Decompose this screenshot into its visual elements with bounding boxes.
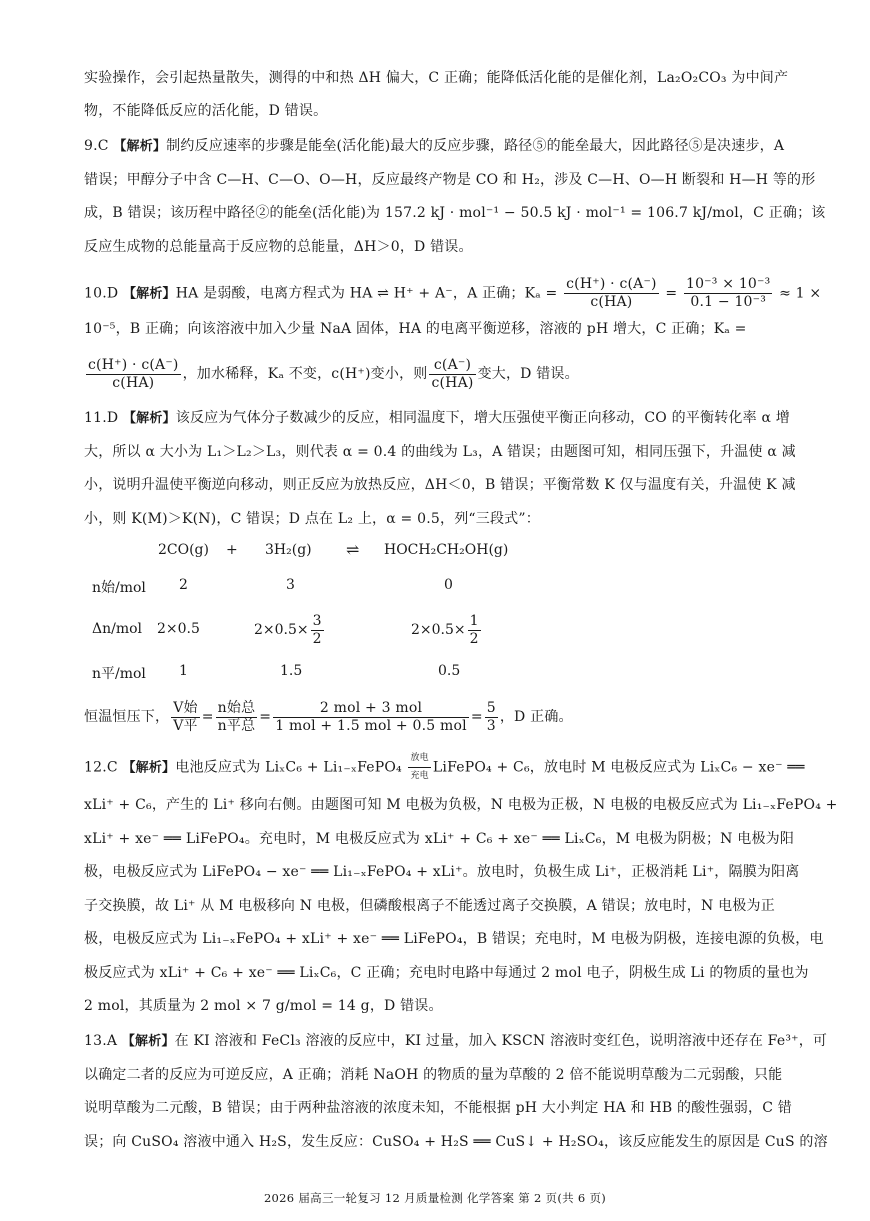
row-label-initial: n始/mol xyxy=(92,580,146,596)
text-line: 10⁻⁵，B 正确；向该溶液中加入少量 NaA 固体，HA 的电离平衡逆移，溶液的 pH 增大，C 正确；Kₐ = xyxy=(84,321,747,337)
fraction: $\frac{\text{2 mol + 3 mol}}{\text{1 mol + 1.5 mol + 0.5 mol}}$ xyxy=(275,699,467,734)
question-13-line: 13.A 【解析】在 KI 溶液和 FeCl₃ 溶液的反应中，KI 过量，加入 KSCN 溶液时变红色，说明溶液中还存在 Fe³⁺，可 xyxy=(84,1033,828,1049)
product: HOCH₂CH₂OH(g) xyxy=(384,542,509,558)
text-line: xLi⁺ + xe⁻ ══ LiFePO₄。充电时，M 电极反应式为 xLi⁺ + C₆ + xe⁻ ══ LiₓC₆，M 电极为阴极；N 电极为阳 xyxy=(84,831,795,847)
fraction: $\frac{3}{2}$ xyxy=(312,612,322,647)
analysis-tag: 【解析】 xyxy=(122,411,176,426)
fraction: $\frac{1}{2}$ xyxy=(469,612,479,647)
page-footer: 2026 届高三一轮复习 12 月质量检测 化学答案 第 2 页(共 6 页) xyxy=(263,1191,607,1205)
text-line: 成，B 错误；该历程中路径②的能垒(活化能)为 157.2 kJ · mol⁻¹ − 50.5 kJ · mol⁻¹ = 106.7 kJ/mol，C 正确；该 xyxy=(84,205,826,221)
table-cell: 1.5 xyxy=(280,663,303,679)
fraction: $\frac{\text{10⁻³ × 10⁻³}}{\text{0.1 − 10⁻³}}$ xyxy=(685,276,771,310)
table-cell: 2×0.5 xyxy=(157,621,200,637)
text-line: 小，说明升温使平衡逆向移动，则正反应为放热反应，ΔH＜0，B 错误；平衡常数 K 仅与温度有关，升温使 K 减 xyxy=(84,477,796,493)
analysis-tag: 【解析】 xyxy=(122,760,176,776)
question-number: 9.C xyxy=(84,138,109,154)
question-number: 11.D xyxy=(84,410,119,426)
table-cell: 2 xyxy=(179,577,188,593)
text-line: 反应生成物的总能量高于反应物的总能量，ΔH＞0，D 错误。 xyxy=(84,239,473,255)
question-number: 13.A xyxy=(84,1033,118,1049)
table-cell: 2×0.5× $\frac{1}{2}$ xyxy=(411,612,479,647)
reaction-arrow: $\frac{\text{放电}}{\text{充电}}$ xyxy=(408,750,430,785)
fraction: $\frac{c(H^+) \cdot c(A^-)}{c(HA)}$ xyxy=(566,276,657,310)
fraction: $\frac{c(H^+) \cdot c(A^-)}{c(HA)}$ xyxy=(88,356,179,391)
fraction: $\frac{5}{3}$ xyxy=(486,699,496,734)
question-11-line: 11.D 【解析】该反应为气体分子数减少的反应，相同温度下，增大压强使平衡正向移动，CO 的平衡转化率 α 增 xyxy=(84,410,790,426)
volume-ratio-line: 恒温恒压下， $\frac{\text{V始}}{\text{V平}}$ = $\frac{\text{n始总}}{\text{n平总}}$ = $\frac{\text{2 mol + 3 mol}}{\text{1 mol + 1.5 mol + 0.5 mol}}$ = $\frac{5}{3}$ ，D 正确。 xyxy=(84,699,573,734)
text-line: 以确定二者的反应为可逆反应，A 正确；消耗 NaOH 的物质的量为草酸的 2 倍不能说明草酸为二元弱酸，只能 xyxy=(84,1067,783,1083)
question-10-line: 10.D 【解析】HA 是弱酸，电离方程式为 HA ⇌ H⁺ + A⁻，A 正确；Kₐ = $\frac{c(H^+) \cdot c(A^-)}{c(HA)}$ = $\frac{\text{10⁻³ × 10⁻³}}{\text{0.1 − 10⁻³}}$ ≈ 1 × xyxy=(84,276,822,310)
question-9-line: 9.C 【解析】制约反应速率的步骤是能垒(活化能)最大的反应步骤，路径⑤的能垒最大，因此路径⑤是决速步，A xyxy=(84,138,785,154)
reactant-h2: 3H₂(g) xyxy=(265,542,312,558)
text-line: 实验操作，会引起热量散失，测得的中和热 ΔH 偏大，C 正确；能降低活化能的是催化剂，La₂O₂CO₃ 为中间产 xyxy=(84,70,789,86)
question-12-line: 12.C 【解析】电池反应式为 LiₓC₆ + Li₁₋ₓFePO₄ $\frac{\text{放电}}{\text{充电}}$ LiFePO₄ + C₆，放电时 M 电极反应式为 LiₓC₆ − xe⁻ ══ xyxy=(84,750,802,780)
text-line: xLi⁺ + C₆，产生的 Li⁺ 移向右侧。由题图可知 M 电极为负极，N 电极为正极，N 电极的电极反应式为 Li₁₋ₓFePO₄ + xyxy=(84,797,838,813)
row-label-equilibrium: n平/mol xyxy=(92,666,146,682)
text-line: 说明草酸为二元酸，B 错误；由于两种盐溶液的浓度未知，不能根据 pH 大小判定 HA 和 HB 的酸性强弱，C 错 xyxy=(84,1100,792,1116)
table-cell: 0 xyxy=(444,577,453,593)
question-number: 12.C xyxy=(84,759,118,776)
text-line: 误；向 CuSO₄ 溶液中通入 H₂S，发生反应：CuSO₄ + H₂S ══ CuS↓ + H₂SO₄，该反应能发生的原因是 CuS 的溶 xyxy=(84,1134,828,1150)
row-label-change: Δn/mol xyxy=(92,621,143,637)
table-cell: 1 xyxy=(179,663,188,679)
plus-sign: + xyxy=(226,542,238,558)
analysis-tag: 【解析】 xyxy=(121,1034,175,1049)
text-line: 2 mol，其质量为 2 mol × 7 g/mol = 14 g，D 错误。 xyxy=(84,998,443,1014)
text-line: 物，不能降低反应的活化能，D 错误。 xyxy=(84,103,328,119)
text-line: 极，电极反应式为 Li₁₋ₓFePO₄ + xLi⁺ + xe⁻ ══ LiFePO₄，B 错误；充电时，M 电极为阴极，连接电源的负极，电 xyxy=(84,931,824,947)
reactant-co: 2CO(g) xyxy=(158,542,209,558)
text-line: $\frac{c(H^+) \cdot c(A^-)}{c(HA)}$ ，加水稀释，Kₐ 不变，c(H⁺)变小，则 $\frac{c(A^-)}{c(HA)}$ 变大，D 错误。 xyxy=(88,356,579,391)
fraction: $\frac{\text{V始}}{\text{V平}}$ xyxy=(173,699,198,734)
text-line: 错误；甲醇分子中含 C—H、C—O、O—H，反应最终产物是 CO 和 H₂，涉及 C—H、O—H 断裂和 H—H 等的形 xyxy=(84,172,816,188)
table-cell: 2×0.5× $\frac{3}{2}$ xyxy=(254,612,322,647)
text-line: 小，则 K(M)＞K(N)，C 错误；D 点在 L₂ 上，α = 0.5，列“三段式”： xyxy=(84,511,540,527)
fraction: $\frac{\text{n始总}}{\text{n平总}}$ xyxy=(217,699,256,734)
equilibrium-arrow: ⇌ xyxy=(346,540,360,559)
text-line: 大，所以 α 大小为 L₁＞L₂＞L₃，则代表 α = 0.4 的曲线为 L₃，A 错误；由题图可知，相同压强下，升温使 α 减 xyxy=(84,444,796,460)
table-cell: 3 xyxy=(286,577,295,593)
analysis-tag: 【解析】 xyxy=(122,286,176,302)
table-cell: 0.5 xyxy=(438,663,461,679)
analysis-tag: 【解析】 xyxy=(113,139,167,154)
text-line: 极反应式为 xLi⁺ + C₆ + xe⁻ ══ LiₓC₆，C 正确；充电时电路中每通过 2 mol 电子，阴极生成 Li 的物质的量也为 xyxy=(84,965,809,981)
question-number: 10.D xyxy=(84,285,119,302)
text-line: 极，电极反应式为 LiFePO₄ − xe⁻ ══ Li₁₋ₓFePO₄ + xLi⁺。放电时，负极生成 Li⁺，正极消耗 Li⁺，隔膜为阳离 xyxy=(84,864,800,880)
fraction: $\frac{c(A^-)}{c(HA)}$ xyxy=(431,356,474,391)
text-line: 子交换膜，故 Li⁺ 从 M 电极移向 N 电极，但磷酸根离子不能透过离子交换膜，A 错误；放电时，N 电极为正 xyxy=(84,898,775,914)
